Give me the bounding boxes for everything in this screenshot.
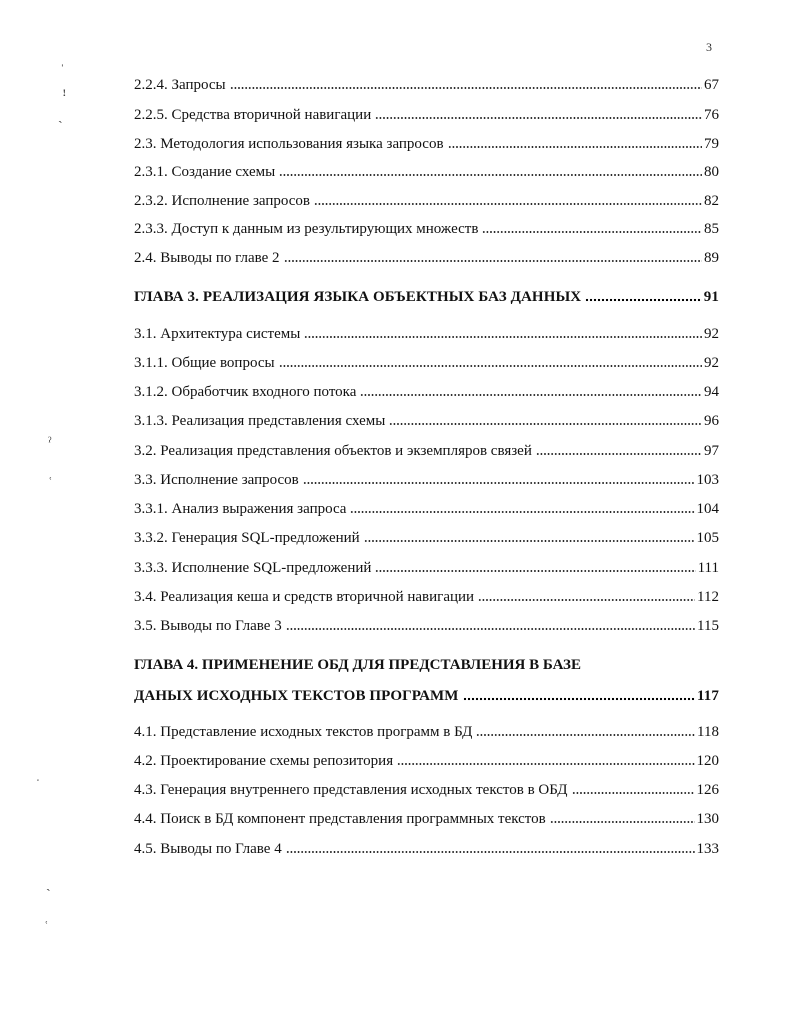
toc-entry-page: 96 [704, 413, 719, 429]
dot-leader [364, 539, 695, 543]
toc-entry-page: 92 [704, 355, 719, 371]
dot-leader [476, 733, 695, 737]
toc-entry-title: 2.3.3. Доступ к данным из результирующих множеств [134, 221, 479, 237]
toc-entry-title: 2.3.1. Создание схемы [134, 164, 276, 180]
toc-entry-title: 3.2. Реализация представления объектов и экземпляров связей [134, 443, 532, 459]
dot-leader [375, 116, 702, 120]
toc-entry-page: 76 [704, 107, 719, 123]
toc-entry-title: 3.1. Архитектура системы [134, 326, 301, 342]
toc-entry [134, 584, 719, 606]
dot-leader [230, 86, 702, 90]
scan-mark: ˓ [48, 469, 53, 484]
toc-entry [134, 525, 719, 547]
toc-entry [134, 438, 719, 460]
toc-entry-page: 97 [704, 443, 719, 459]
dot-leader [303, 481, 695, 485]
toc-entry [134, 748, 719, 770]
toc-entry [134, 188, 719, 210]
toc-entry-title: ГЛАВА 3. РЕАЛИЗАЦИЯ ЯЗЫКА ОБЪЕКТНЫХ БАЗ ДАННЫХ [134, 289, 582, 305]
toc-entry [134, 245, 719, 267]
dot-leader [279, 173, 702, 177]
toc-entry-title: 3.3.3. Исполнение SQL-предложений [134, 560, 372, 576]
toc-entry-title: 4.4. Поиск в БД компонент представления программных текстов [134, 811, 546, 827]
toc-entry-page: 115 [697, 618, 719, 634]
toc-entry-page: 120 [696, 753, 719, 769]
dot-leader [360, 393, 702, 397]
toc-entry-title: 3.5. Выводы по Главе 3 [134, 618, 282, 634]
scan-mark: ˏ [46, 877, 51, 892]
toc-entry-page: 112 [697, 589, 719, 605]
toc-entry-page: 92 [704, 326, 719, 342]
dot-leader [585, 298, 702, 302]
toc-entry [134, 467, 719, 489]
toc-entry-page: 94 [704, 384, 719, 400]
dot-leader [375, 569, 695, 573]
toc-entry [134, 719, 719, 741]
toc-entry-page: 103 [696, 472, 719, 488]
toc-entry [134, 613, 719, 635]
dot-leader [279, 364, 702, 368]
toc-entry-title: 4.2. Проектирование схемы репозитория [134, 753, 394, 769]
toc-entry-page: 82 [704, 193, 719, 209]
toc-entry-page: 111 [697, 560, 719, 576]
toc-entry [134, 806, 719, 828]
scan-mark: ˎ [58, 109, 63, 124]
toc-entry-page: 117 [697, 688, 719, 704]
dot-leader [448, 145, 702, 149]
toc-entry [134, 102, 719, 124]
toc-entry [134, 379, 719, 401]
toc-entry [134, 350, 719, 372]
toc-entry-title: 3.1.3. Реализация представления схемы [134, 413, 386, 429]
dot-leader [286, 627, 695, 631]
toc-entry [134, 321, 719, 343]
toc-entry-page: 130 [696, 811, 719, 827]
toc-entry-page: 126 [696, 782, 719, 798]
toc-entry-title: 4.1. Представление исходных текстов программ в БД [134, 724, 473, 740]
toc-entry [134, 216, 719, 238]
toc-entry-page: 91 [703, 289, 719, 305]
toc-entry-page: 89 [704, 250, 719, 266]
scan-mark: ˓ [44, 913, 49, 928]
scan-mark: ˑ [36, 775, 40, 790]
dot-leader [572, 791, 695, 795]
toc-entry [134, 836, 719, 858]
dot-leader [550, 820, 695, 824]
toc-entry-title: 3.4. Реализация кеша и средств вторичной навигации [134, 589, 475, 605]
toc-entry-title: ДАНЫХ ИСХОДНЫХ ТЕКСТОВ ПРОГРАММ [134, 688, 459, 704]
dot-leader [286, 850, 695, 854]
toc-entry-title: 3.3.2. Генерация SQL-предложений [134, 530, 360, 546]
scan-mark: ꜝ [62, 91, 67, 106]
toc-entry [134, 408, 719, 430]
dot-leader [350, 510, 694, 514]
toc-entry-title: 2.3.2. Исполнение запросов [134, 193, 310, 209]
toc-entry-title: 4.3. Генерация внутреннего представления исходных текстов в ОБД [134, 782, 568, 798]
dot-leader [284, 259, 702, 263]
toc-entry-page: 67 [704, 77, 719, 93]
dot-leader [397, 762, 694, 766]
toc-entry-page: 79 [704, 136, 719, 152]
page-number: 3 [706, 40, 712, 54]
dot-leader [536, 452, 702, 456]
toc-entry-title: 3.3.1. Анализ выражения запроса [134, 501, 347, 517]
toc-chapter-heading [134, 683, 719, 705]
toc-entry-page: 104 [696, 501, 719, 517]
toc-entry-page: 80 [704, 164, 719, 180]
scan-mark: ˀ [48, 435, 52, 450]
toc-entry [134, 496, 719, 518]
toc-entry [134, 555, 719, 577]
toc-entry-page: 85 [704, 221, 719, 237]
toc-entry-page: 133 [696, 841, 719, 857]
toc-entry-title: 3.1.2. Обработчик входного потока [134, 384, 357, 400]
toc-entry [134, 131, 719, 153]
toc-entry-title: 2.2.5. Средства вторичной навигации [134, 107, 372, 123]
toc-entry-title: 2.3. Методология использования языка запросов [134, 136, 444, 152]
toc-entry-title: 3.3. Исполнение запросов [134, 472, 299, 488]
dot-leader [463, 697, 695, 701]
dot-leader [314, 202, 702, 206]
toc-entry-title: 4.5. Выводы по Главе 4 [134, 841, 282, 857]
toc-entry [134, 72, 719, 94]
scan-mark: ˈ [60, 63, 65, 78]
toc-entry [134, 159, 719, 181]
dot-leader [304, 335, 702, 339]
dot-leader [478, 598, 695, 602]
toc-entry-page: 105 [696, 530, 719, 546]
toc-chapter-heading-line1: ГЛАВА 4. ПРИМЕНЕНИЕ ОБД ДЛЯ ПРЕДСТАВЛЕНИЯ В БАЗЕ [134, 657, 581, 673]
toc-entry-page: 118 [697, 724, 719, 740]
toc-entry-title: 3.1.1. Общие вопросы [134, 355, 275, 371]
toc-entry-title: 2.2.4. Запросы [134, 77, 226, 93]
toc-chapter-heading [134, 284, 719, 306]
toc-entry-title: 2.4. Выводы по главе 2 [134, 250, 280, 266]
toc-entry [134, 777, 719, 799]
dot-leader [389, 422, 702, 426]
dot-leader [482, 230, 702, 234]
